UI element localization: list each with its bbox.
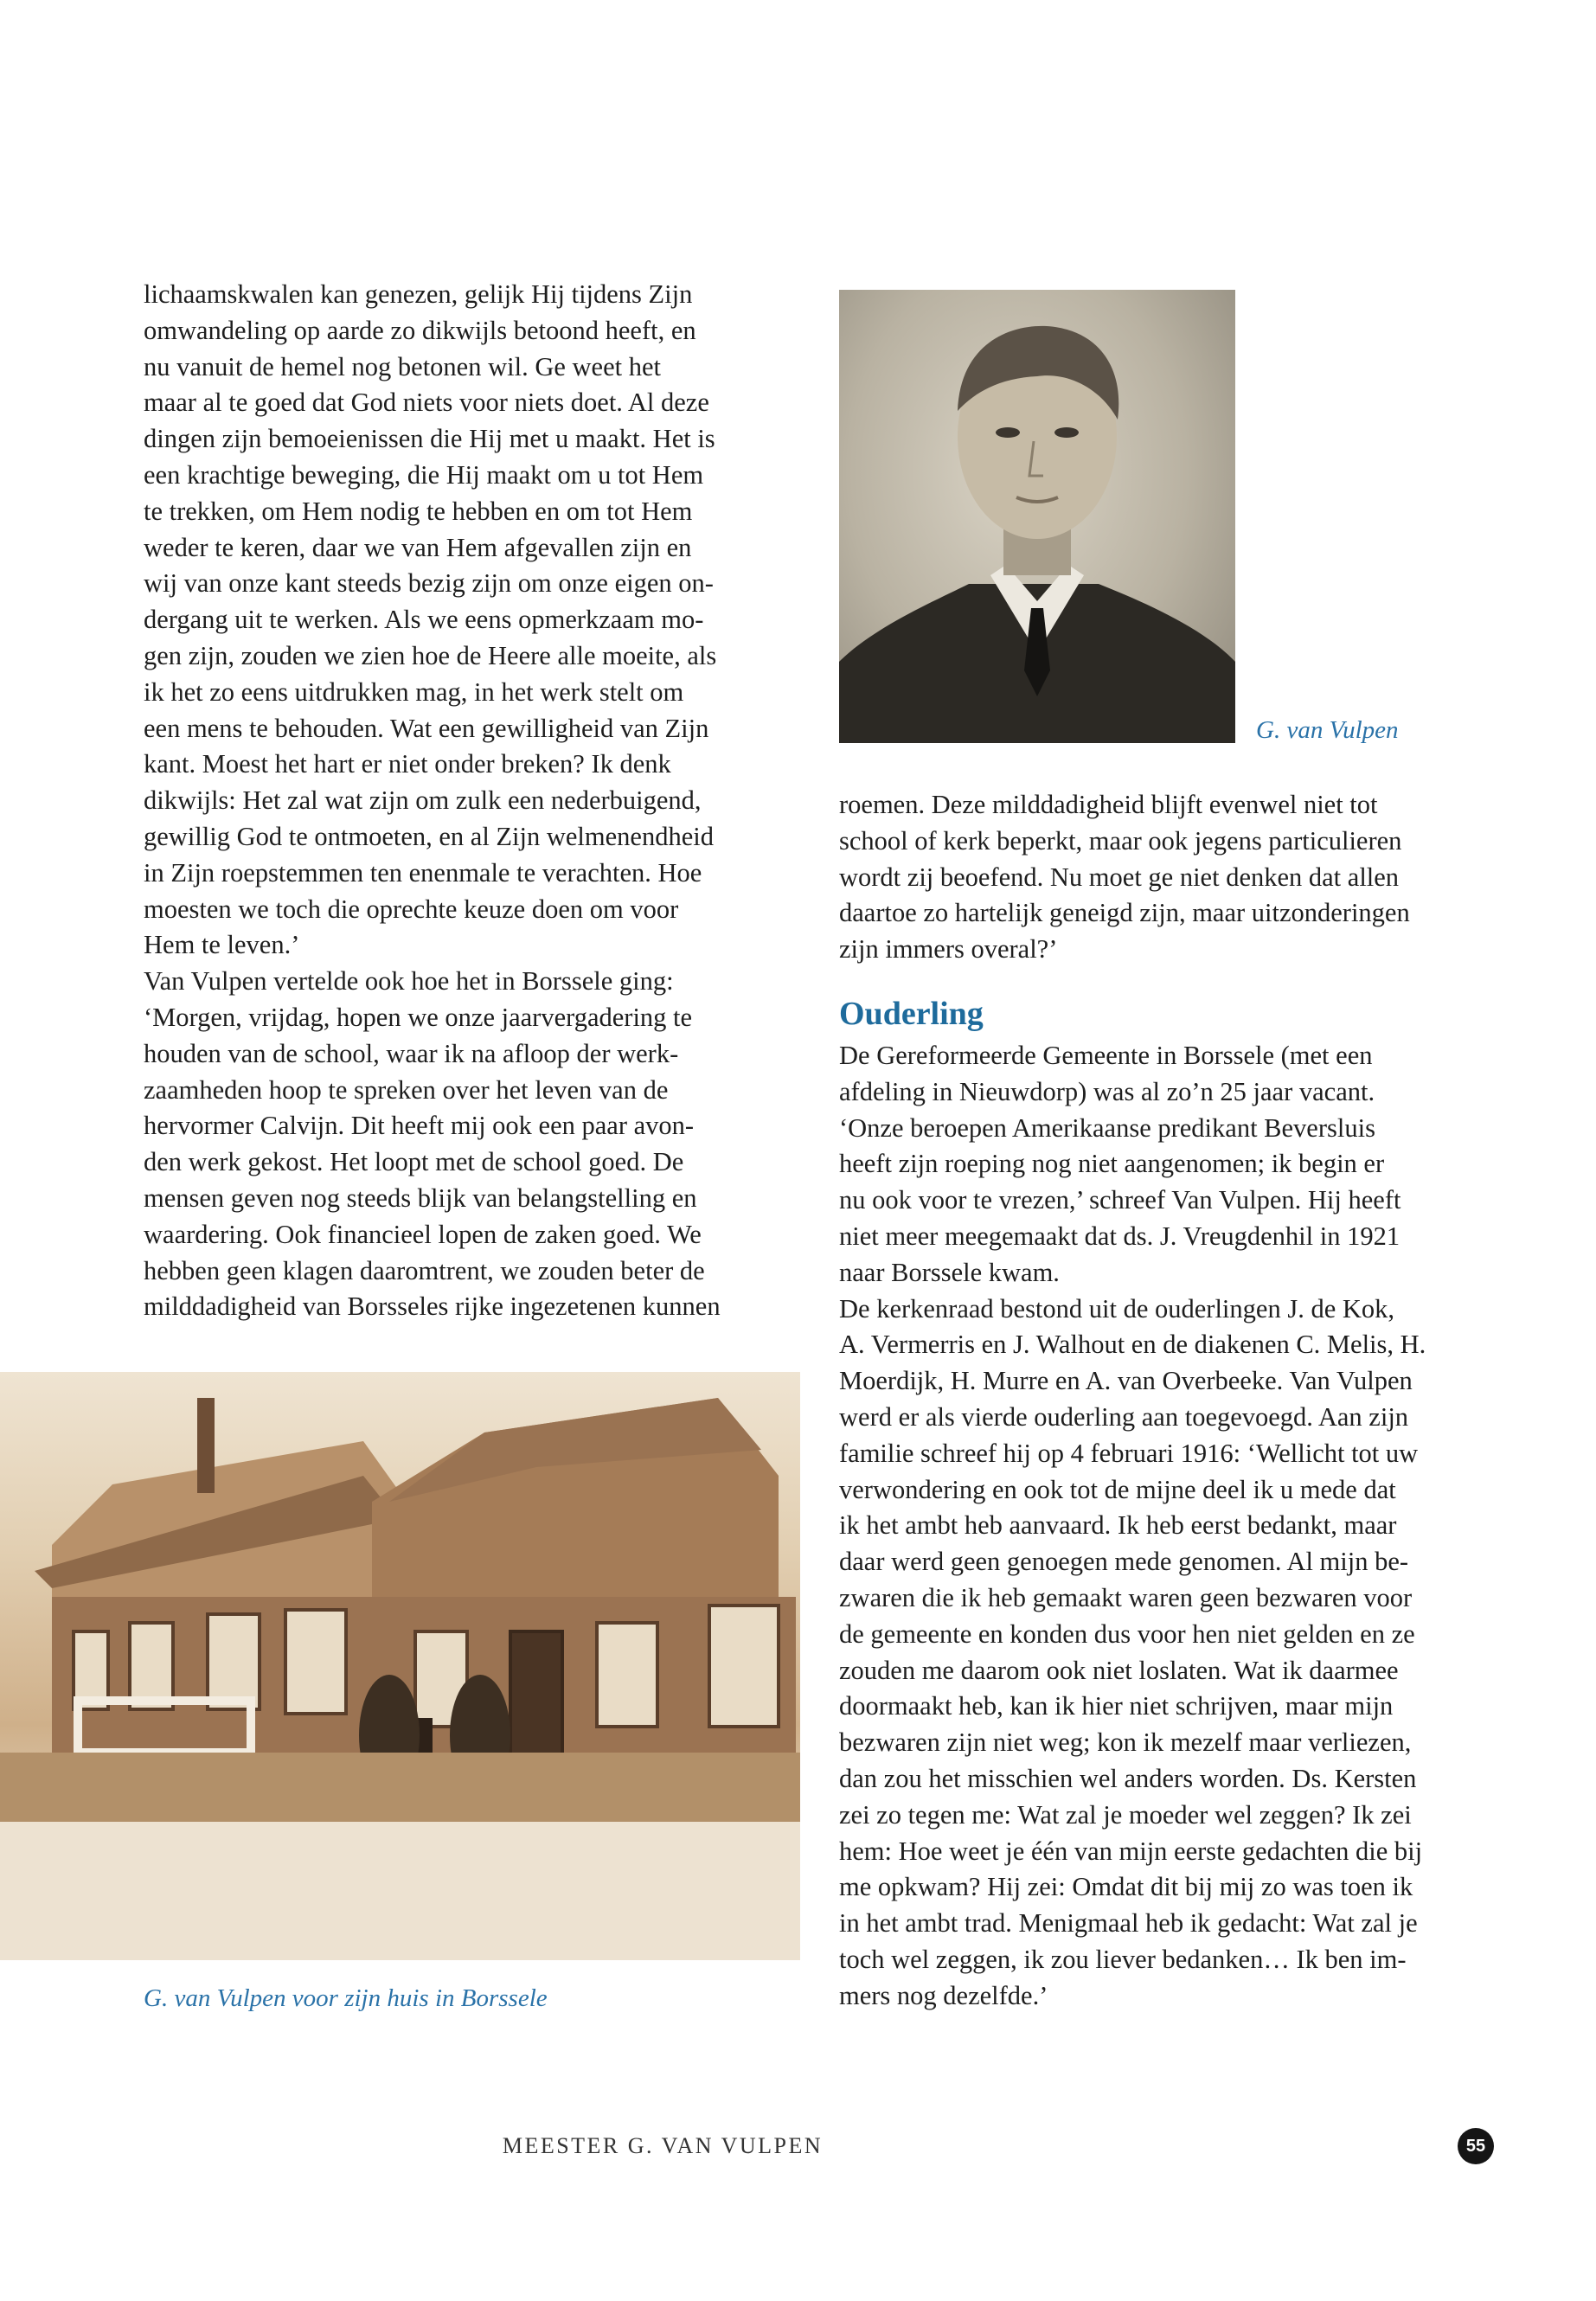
text-line: Van Vulpen vertelde ook hoe het in Borssele ging: (144, 966, 674, 997)
text-line: den werk gekost. Het loopt met de school goed. De (144, 1147, 684, 1177)
text-line: daartoe zo hartelijk geneigd zijn, maar uitzonderingen (839, 898, 1410, 928)
text-line: verwondering en ook tot de mijne deel ik u mede dat (839, 1474, 1396, 1504)
text-line: doormaakt heb, kan ik hier niet schrijven, maar mijn (839, 1691, 1394, 1721)
text-line: niet meer meegemaakt dat ds. J. Vreugdenhil in 1921 (839, 1221, 1401, 1251)
right-text-top (839, 787, 1514, 968)
text-line: school of kerk beperkt, maar ook jegens particulieren (839, 825, 1402, 856)
portrait-caption: G. van Vulpen (1256, 716, 1399, 744)
text-line: bezwaren zijn niet weg; kon ik mezelf maar verliezen, (839, 1727, 1412, 1758)
text-line: weder te keren, daar we van Hem afgevallen zijn en (144, 532, 692, 562)
text-line: in Zijn roepstemmen ten enenmale te verachten. Hoe (144, 857, 702, 888)
running-title: MEESTER G. VAN VULPEN (502, 2133, 824, 2158)
text-line: houden van de school, waar ik na afloop der werk- (144, 1038, 679, 1068)
text-line: zwaren die ik heb gemaakt waren geen bezwaren voor (839, 1582, 1413, 1612)
text-line: hebben geen klagen daaromtrent, we zouden beter de (144, 1255, 705, 1285)
house-caption: G. van Vulpen voor zijn huis in Borssele (144, 1984, 548, 2012)
text-line: ‘Onze beroepen Amerikaanse predikant Beversluis (839, 1112, 1375, 1143)
text-line: een krachtige beweging, die Hij maakt om u tot Hem (144, 459, 704, 490)
house-photo-drawing (0, 1372, 800, 1960)
right-text-main (839, 1038, 1514, 2015)
text-line: me opkwam? Hij zei: Omdat dit bij mij zo was toen ik (839, 1872, 1413, 1902)
text-line: heeft zijn roeping nog niet aangenomen; ik begin er (839, 1149, 1385, 1179)
text-line: lichaamskwalen kan genezen, gelijk Hij tijdens Zijn (144, 279, 693, 309)
text-line: maar al te goed dat God niets voor niets doet. Al deze (144, 388, 709, 418)
text-line: kant. Moest het hart er niet onder breken? Ik denk (144, 749, 671, 779)
text-line: milddadigheid van Borsseles rijke ingezetenen kunnen (144, 1292, 721, 1322)
text-line: hervormer Calvijn. Dit heeft mij ook een paar avon- (144, 1111, 695, 1141)
text-line: waardering. Ook financieel lopen de zaken goed. We (144, 1219, 702, 1249)
text-line: daar werd geen genoegen mede genomen. Al mijn be- (839, 1547, 1409, 1577)
page-number-badge: 55 (1458, 2128, 1494, 2164)
text-line: De Gereformeerde Gemeente in Borssele (met een (839, 1041, 1373, 1070)
text-line: afdeling in Nieuwdorp) was al zo’n 25 jaar vacant. (839, 1076, 1375, 1106)
text-line: nu vanuit de hemel nog betonen wil. Ge weet het (144, 351, 661, 381)
text-line: gen zijn, zouden we zien hoe de Heere alle moeite, als (144, 640, 717, 670)
text-line: moesten we toch die oprechte keuze doen om voor (144, 894, 679, 924)
text-line: Moerdijk, H. Murre en A. van Overbeeke. Van Vulpen (839, 1366, 1413, 1396)
text-line: zijn immers overal?’ (839, 934, 1058, 965)
text-line: A. Vermerris en J. Walhout en de diakenen C. Melis, H. (839, 1330, 1426, 1360)
text-line: naar Borssele kwam. (839, 1257, 1060, 1287)
text-line: dingen zijn bemoeienissen die Hij met u maakt. Het is (144, 424, 715, 454)
text-line: te trekken, om Hem nodig te hebben en om tot Hem (144, 496, 693, 526)
text-line: toch wel zeggen, ik zou liever bedanken… Ik ben im- (839, 1944, 1407, 1974)
text-line: ik het ambt heb aanvaard. Ik heb eerst bedankt, maar (839, 1510, 1397, 1541)
text-line: mers nog dezelfde.’ (839, 1980, 1048, 2010)
text-line: De kerkenraad bestond uit de ouderlingen J. de Kok, (839, 1293, 1395, 1324)
text-line: wordt zij beoefend. Nu moet ge niet denken dat allen (839, 862, 1400, 892)
text-line: hem: Hoe weet je één van mijn eerste gedachten die bij (839, 1836, 1423, 1866)
text-line: ik het zo eens uitdrukken mag, in het werk stelt om (144, 676, 684, 707)
text-line: dergang uit te werken. Als we eens opmerkzaam mo- (144, 605, 704, 635)
portrait-photo-drawing (839, 290, 1235, 743)
text-line: dikwijls: Het zal wat zijn om zulk een nederbuigend, (144, 785, 702, 816)
text-line: wij van onze kant steeds bezig zijn om onze eigen on- (144, 568, 714, 599)
text-line: gewillig God te ontmoeten, en al Zijn welmenendheid (144, 821, 714, 851)
text-line: omwandeling op aarde zo dikwijls betoond heeft, en (144, 315, 696, 345)
text-line: zaamheden hoop te spreken over het leven van de (144, 1074, 669, 1105)
text-line: de gemeente en konden dus voor hen niet gelden en ze (839, 1618, 1415, 1649)
house-photo (0, 1372, 800, 1960)
text-line: familie schreef hij op 4 februari 1916: ‘Wellicht tot uw (839, 1438, 1419, 1468)
text-line: ‘Morgen, vrijdag, hopen we onze jaarvergadering te (144, 1002, 693, 1032)
text-line: Hem te leven.’ (144, 930, 300, 960)
portrait-photo (839, 290, 1235, 743)
text-line: een mens te behouden. Wat een gewilligheid van Zijn (144, 713, 709, 743)
text-line: mensen geven nog steeds blijk van belangstelling en (144, 1183, 697, 1213)
text-line: in het ambt trad. Menigmaal heb ik gedacht: Wat zal je (839, 1908, 1418, 1939)
text-line: zei zo tegen me: Wat zal je moeder wel zeggen? Ik zei (839, 1799, 1412, 1830)
text-line: zouden me daarom ook niet loslaten. Wat ik daarmee (839, 1655, 1399, 1685)
section-heading: Ouderling (839, 996, 984, 1032)
text-line: roemen. Deze milddadigheid blijft evenwel niet tot (839, 790, 1378, 819)
text-line: werd er als vierde ouderling aan toegevoegd. Aan zijn (839, 1401, 1409, 1432)
text-line: dan zou het misschien wel anders worden. Ds. Kersten (839, 1763, 1417, 1793)
left-text-column (144, 277, 810, 1325)
text-line: nu ook voor te vrezen,’ schreef Van Vulpen. Hij heeft (839, 1185, 1401, 1215)
